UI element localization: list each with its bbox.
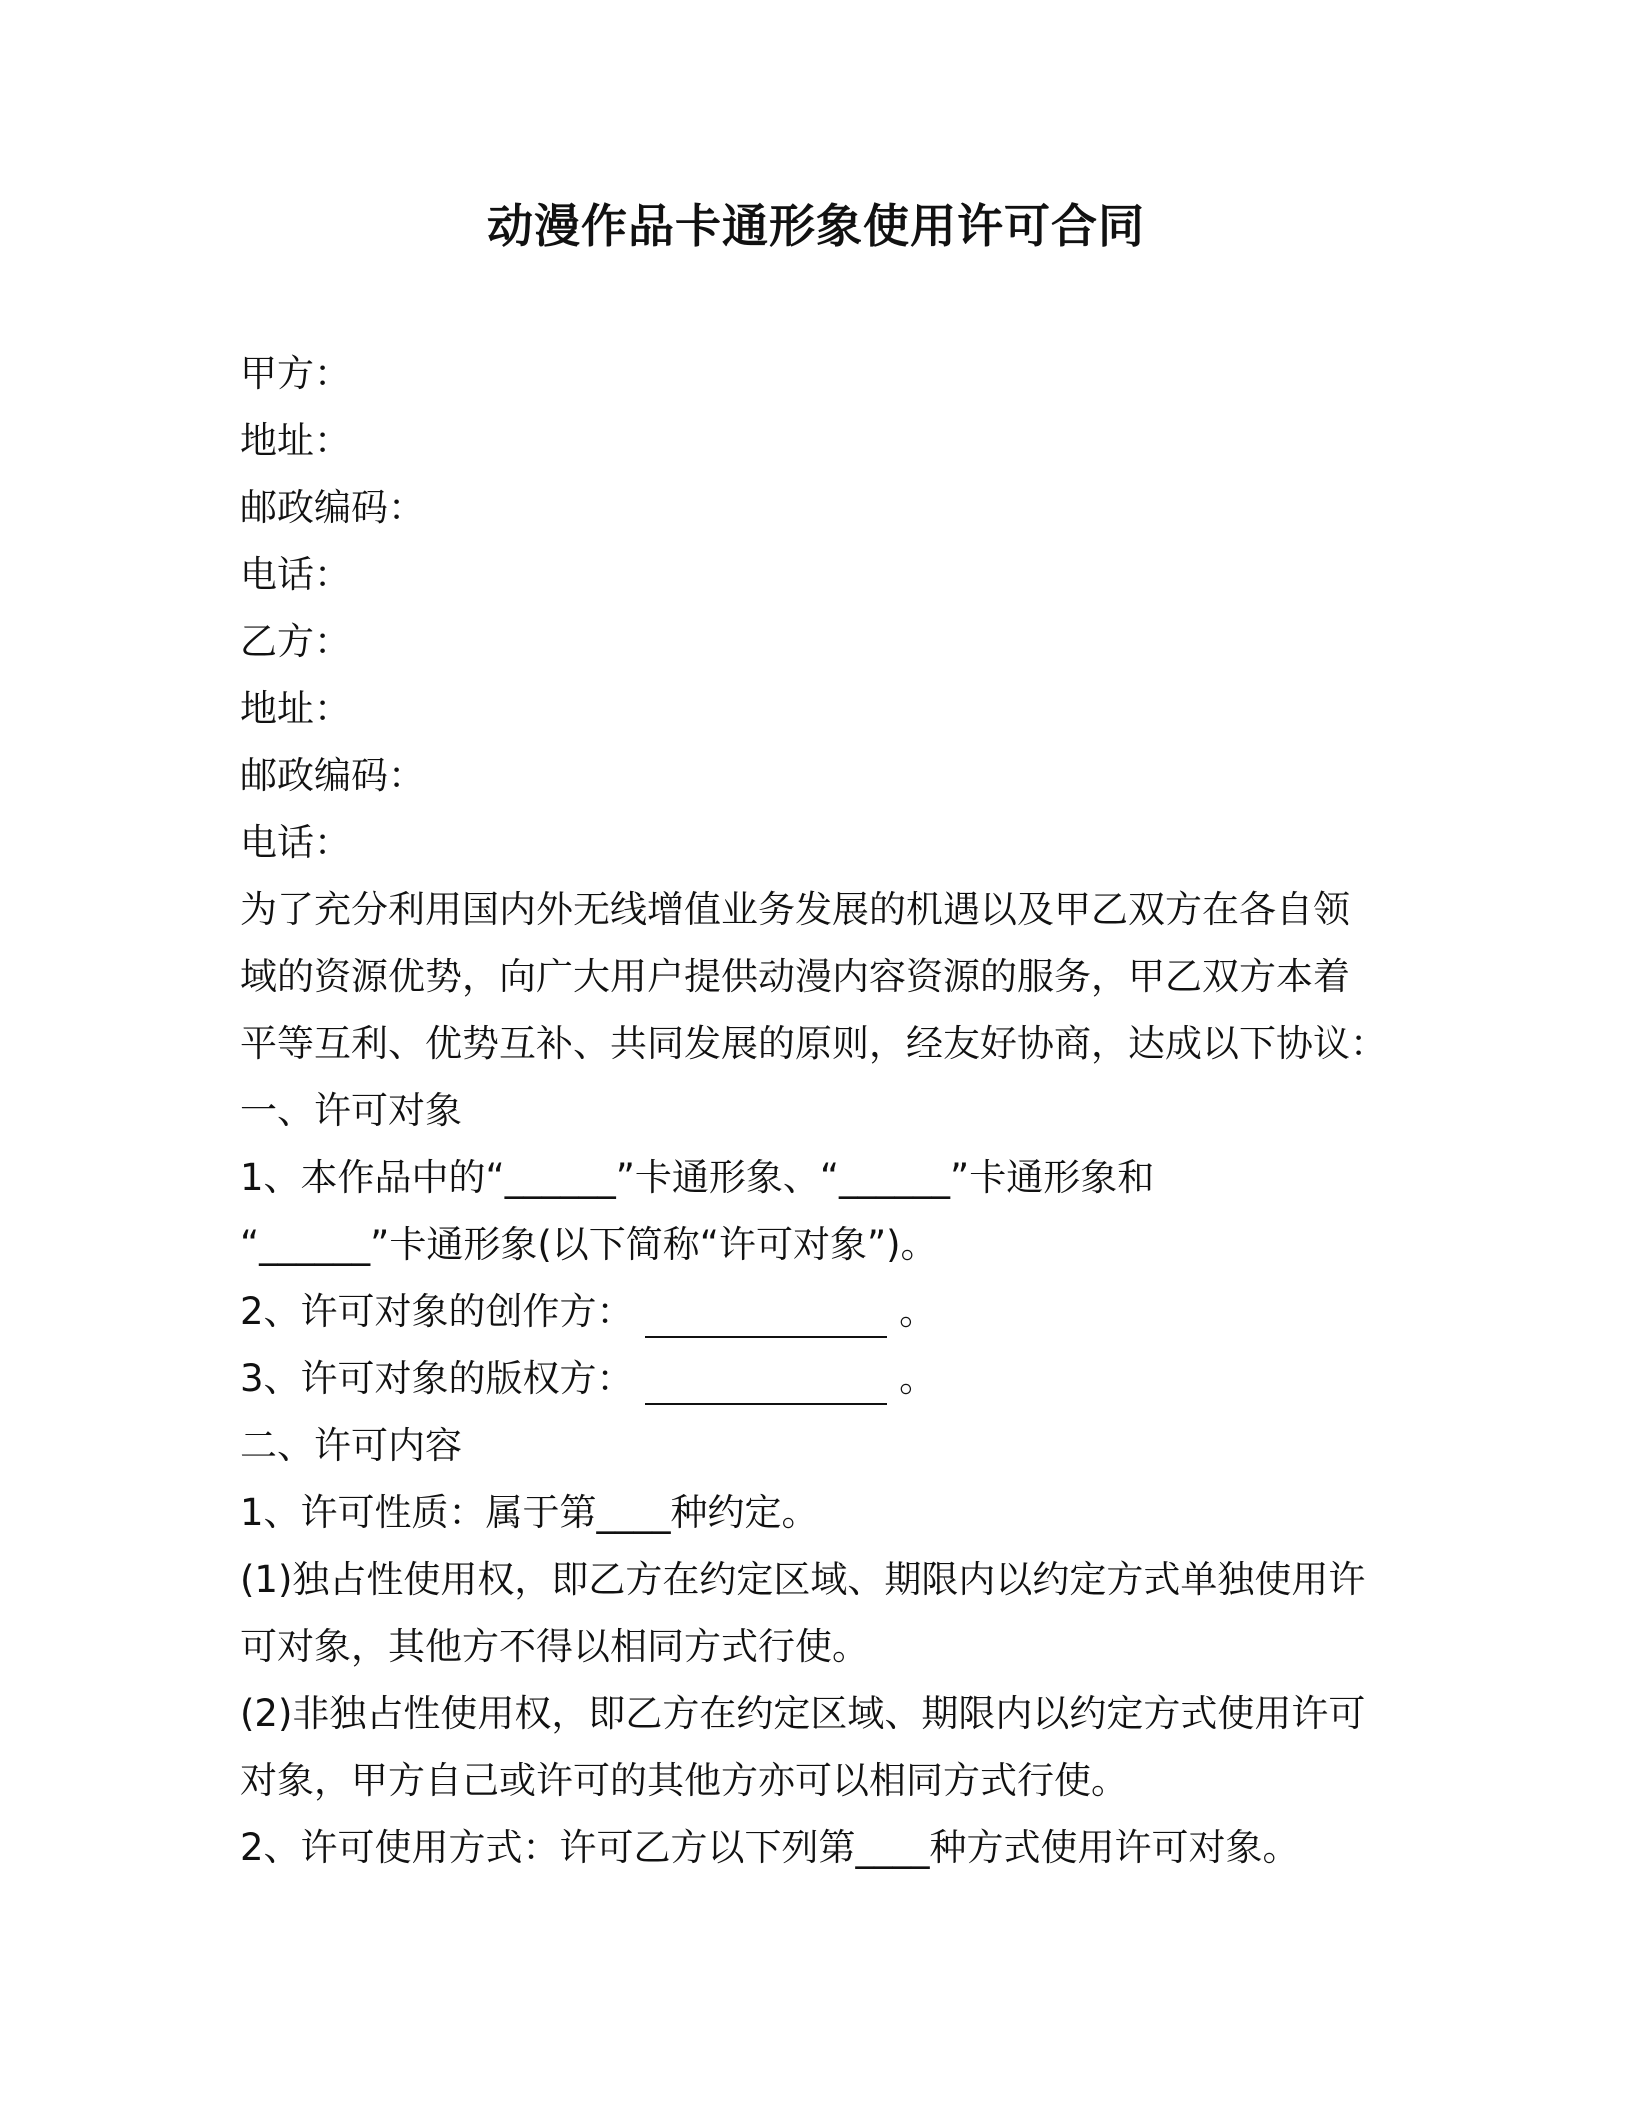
party-b-label: 乙方： (240, 620, 351, 663)
clause-line: (2)非独占性使用权，即乙方在约定区域、期限内以约定方式使用许可 (240, 1692, 1366, 1735)
document-body (240, 340, 1387, 1881)
section-heading-license-content: 二、许可内容 (240, 1424, 462, 1467)
clause-line: 1、许可性质：属于第____种约定。 (240, 1491, 819, 1534)
party-b-postcode-label: 邮政编码： (240, 754, 425, 797)
period-mark: 。 (899, 1290, 937, 1333)
party-b-address-label: 地址： (240, 687, 351, 730)
party-b-phone-label: 电话： (240, 821, 351, 864)
copyright-clause (240, 1345, 1370, 1412)
party-a-phone-label: 电话： (240, 553, 351, 596)
preamble-line: 为了充分利用国内外无线增值业务发展的机遇以及甲乙双方在各自领 (240, 888, 1350, 931)
creator-clause (240, 1278, 1370, 1345)
copyright-label: 3、许可对象的版权方： (240, 1357, 634, 1400)
section-heading-license-object: 一、许可对象 (240, 1089, 462, 1132)
clause-line: 可对象，其他方不得以相同方式行使。 (240, 1625, 869, 1668)
creator-blank-field (645, 1292, 887, 1338)
clause-line: 1、本作品中的“______”卡通形象、“______”卡通形象和 (240, 1156, 1155, 1199)
party-a-label: 甲方： (240, 352, 351, 395)
party-a-postcode-label: 邮政编码： (240, 486, 425, 529)
party-a-address-label: 地址： (240, 419, 351, 462)
clause-line: “______”卡通形象(以下简称“许可对象”)。 (240, 1223, 938, 1266)
creator-label: 2、许可对象的创作方： (240, 1290, 634, 1333)
clause-line: 对象，甲方自己或许可的其他方亦可以相同方式行使。 (240, 1759, 1128, 1802)
copyright-blank-field (645, 1359, 887, 1405)
preamble-line: 域的资源优势，向广大用户提供动漫内容资源的服务，甲乙双方本着 (240, 955, 1350, 998)
period-mark: 。 (899, 1357, 937, 1400)
clause-line: 2、许可使用方式：许可乙方以下列第____种方式使用许可对象。 (240, 1826, 1300, 1869)
document-title: 动漫作品卡通形象使用许可合同 (487, 199, 1145, 253)
clause-line: (1)独占性使用权，即乙方在约定区域、期限内以约定方式单独使用许 (240, 1558, 1366, 1601)
preamble-line: 平等互利、优势互补、共同发展的原则，经友好协商，达成以下协议： (240, 1022, 1387, 1065)
